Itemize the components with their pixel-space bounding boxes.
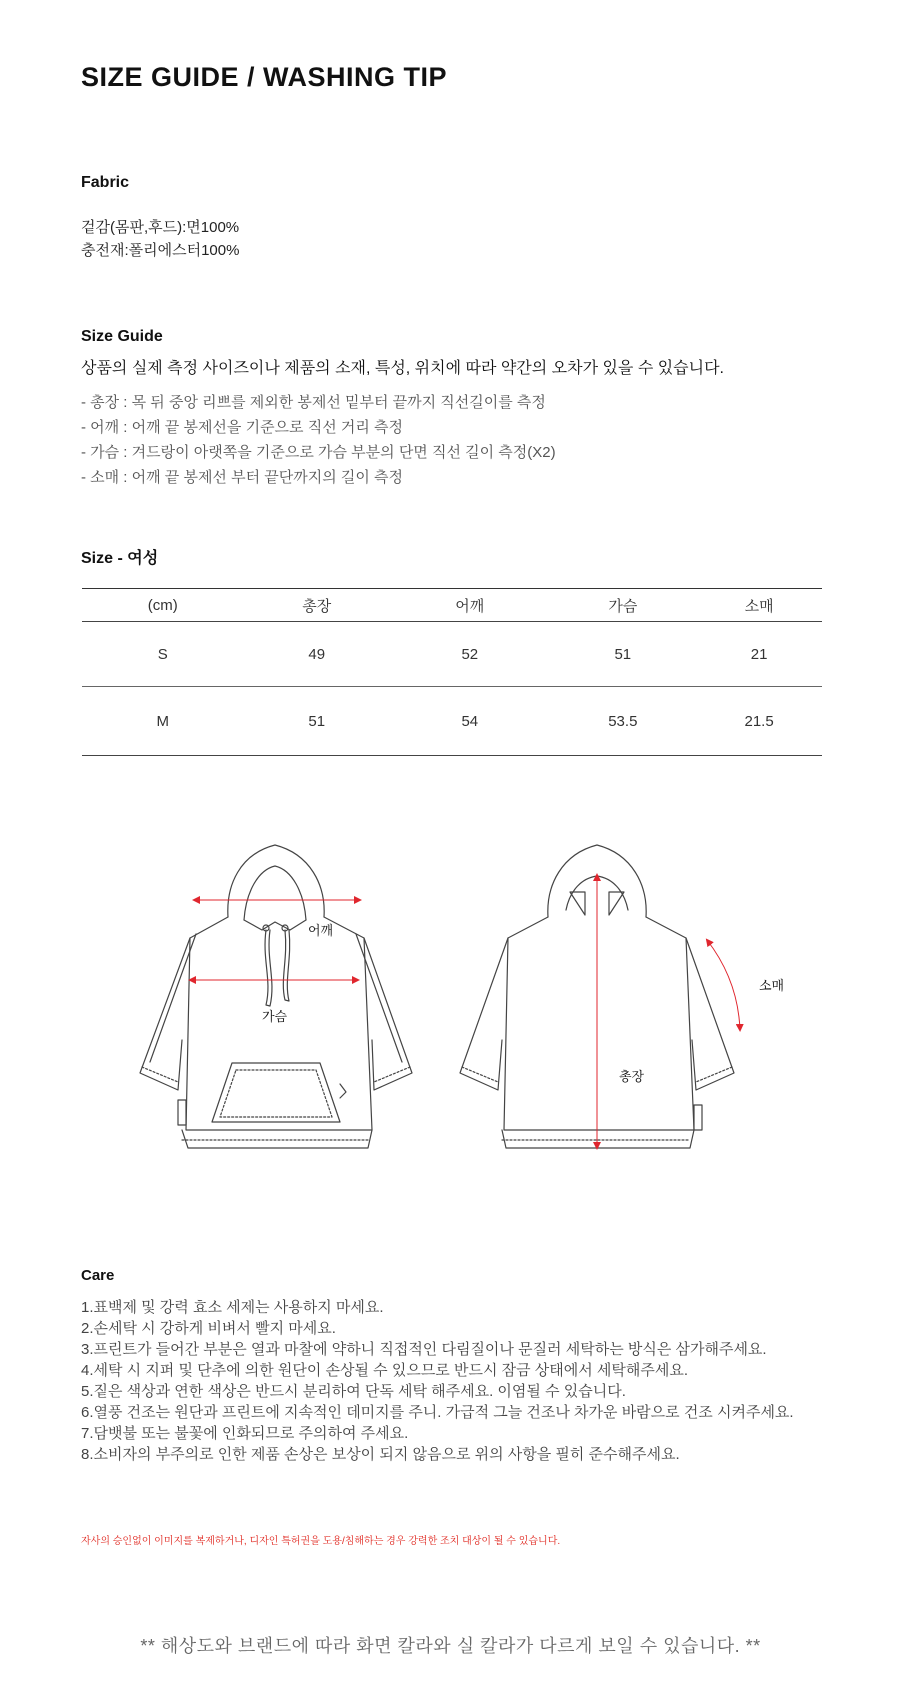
size-cell: M [82,687,243,756]
length-label: 총장 [619,1069,645,1084]
size-table-header-row [82,589,822,622]
garment-diagram [0,830,901,1190]
table-row [82,622,822,687]
copyright-notice: 자사의 승인없이 이미지를 복제하거나, 디자인 특허권을 도용/침해하는 경우 강력한 조치 대상이 될 수 있습니다. [81,1536,561,1547]
chest-cell: 53.5 [549,687,696,756]
length-cell: 49 [243,622,390,687]
measure-note-length: - 총장 : 목 뒤 중앙 리쁘를 제외한 봉제선 밑부터 끝까지 직선길이를 측정 [81,394,546,411]
size-table-heading: Size - 여성 [81,550,159,567]
fabric-line: 겉감(몸판,후드):면100% [81,219,240,236]
header-chest: 가슴 [549,589,696,622]
care-list [81,1297,794,1465]
front-view-drawing [140,845,412,1148]
care-item: 8.소비자의 부주의로 인한 제품 손상은 보상이 되지 않음으로 위의 사항을 필히 준수해주세요. [81,1446,680,1463]
fabric-details [81,216,239,262]
size-cell: S [82,622,243,687]
care-item: 7.담뱃불 또는 불꽃에 인화되므로 주의하여 주세요. [81,1425,409,1442]
sleeve-measure-line [707,940,740,1030]
table-row [82,687,822,756]
size-guide-notes [81,390,556,490]
measure-note-sleeve: - 소매 : 어깨 끝 봉제선 부터 끝단까지의 길이 측정 [81,469,403,486]
care-item: 4.세탁 시 지퍼 및 단추에 의한 원단이 손상될 수 있으므로 반드시 잠금 상태에서 세탁해주세요. [81,1362,688,1379]
length-cell: 51 [243,687,390,756]
header-shoulder: 어깨 [390,589,549,622]
header-sleeve: 소매 [696,589,822,622]
sleeve-label: 소매 [759,978,785,993]
header-length: 총장 [243,589,390,622]
page-title: SIZE GUIDE / WASHING TIP [81,62,448,92]
measure-note-shoulder: - 어깨 : 어깨 끝 봉제선을 기준으로 직선 거리 측정 [81,419,403,436]
care-item: 2.손세탁 시 강하게 비벼서 빨지 마세요. [81,1320,336,1337]
shoulder-cell: 52 [390,622,549,687]
header-unit: (cm) [82,589,243,622]
shoulder-cell: 54 [390,687,549,756]
size-guide-heading: Size Guide [81,328,163,345]
care-item: 1.표백제 및 강력 효소 세제는 사용하지 마세요. [81,1299,384,1316]
size-table [82,588,822,756]
chest-cell: 51 [549,622,696,687]
color-disclaimer: ** 해상도와 브랜드에 따라 화면 칼라와 실 칼라가 다르게 보일 수 있습니다. ** [140,1636,761,1656]
size-guide-intro: 상품의 실제 측정 사이즈이나 제품의 소재, 특성, 위치에 따라 약간의 오차가 있을 수 있습니다. [81,360,724,377]
care-item: 3.프린트가 들어간 부분은 열과 마찰에 약하니 직접적인 다림질이나 문질러 세탁하는 방식은 삼가해주세요. [81,1341,767,1358]
fabric-heading: Fabric [81,174,130,191]
shoulder-label: 어깨 [308,923,334,938]
care-item: 5.짙은 색상과 연한 색상은 반드시 분리하여 단독 세탁 해주세요. 이염될 수 있습니다. [81,1383,626,1400]
care-heading: Care [81,1267,115,1284]
sleeve-cell: 21 [696,622,822,687]
care-item: 6.열풍 건조는 원단과 프린트에 지속적인 데미지를 주니. 가급적 그늘 건조나 차가운 바람으로 건조 시켜주세요. [81,1404,794,1421]
sleeve-cell: 21.5 [696,687,822,756]
chest-label: 가슴 [262,1009,288,1024]
measure-note-chest: - 가슴 : 겨드랑이 아랫쪽을 기준으로 가슴 부분의 단면 직선 길이 측정(X2) [81,444,556,461]
fabric-line: 충전재:폴리에스터100% [81,242,240,259]
